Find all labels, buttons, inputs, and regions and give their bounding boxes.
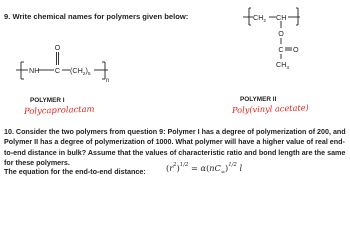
end-to-end-formula [166,163,242,178]
formula-equals: = [188,163,201,173]
formula-rhs-exponent: 1/2 [228,162,237,169]
c-label: C [54,66,61,75]
polymer-2-repeat-unit [243,8,300,59]
polymer-1-handwritten-answer: Polycaprolactam [23,103,95,116]
formula-c: C [214,163,221,173]
formula-r: r [169,163,174,173]
formula-n: n [209,163,215,173]
ch2-label: $CH_2$ [253,13,267,24]
ch-label: CH [276,13,287,22]
polymer-2-handwritten-answer: Poly(vinyl acetate) [231,102,309,115]
formula-c-subscript: ∞ [220,169,225,176]
question-9-heading: 9. Write chemical names for polymers given below: [4,12,189,21]
carbonyl-o-label: O [293,45,299,54]
formula-open: ( [166,163,170,173]
formula-alpha: α [200,163,207,173]
methyl-label: $CH_3$ [276,60,290,71]
formula-r-power: 2 [173,162,177,169]
question-10-text: 10. Consider the two polymers from question 9: Polymer I has a degree of polymerization of 200, and Polymer II has a degree of polymerization of 1000. What polymer will have a higher value of real end-to-end distance in bulk? Assume that the values of characteristic ratio and bond length are the same for these polymers. [4,128,346,168]
formula-close: ) [176,163,180,173]
formula-paren-close: ) [224,163,229,173]
polymer-2-label: POLYMER II [240,96,277,103]
ch2-label: $(CH_2)_5$ [70,66,91,77]
n-subscript: n [106,78,110,84]
o-label: O [54,45,61,52]
ester-o-label: O [278,29,284,38]
equation-label: The equation for the end-to-end distance: [4,167,146,176]
nh-label: NH [29,66,40,75]
polymer-1-label: POLYMER I [30,97,65,104]
carbonyl-c-label: C [278,45,284,54]
formula-l: l [236,163,243,173]
formula-paren-open: ( [206,163,210,173]
formula-lhs-exponent: 1/2 [179,162,189,169]
